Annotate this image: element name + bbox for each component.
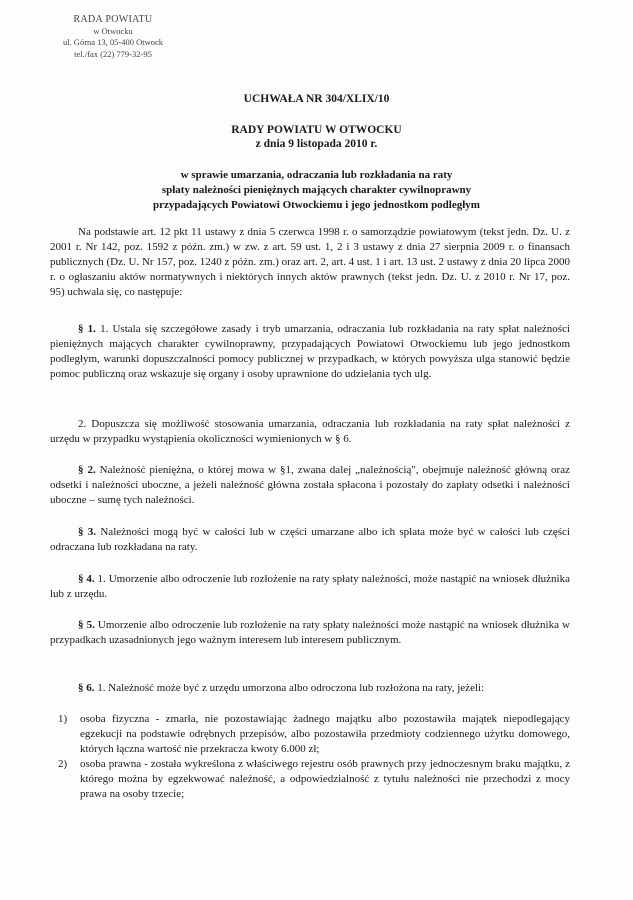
section-1-par-2: 2. Dopuszcza się możliwość stosowania umarzania, odraczania lub rozkładania na raty spłat należności z urzędu w przypadku wystąpienia okoliczności wymienionych w § 6. (50, 418, 570, 445)
section-5-text: Umorzenie albo odroczenie lub rozłożenie na raty spłaty należności może nastąpić na wniosek dłużnika w przypadkach uzasadnionych jego ważnym interesem lub interesem publicznym. (50, 619, 570, 646)
letterhead-address: ul. Górna 13, 05-400 Otwock (62, 37, 164, 47)
section-6-label: § 6. (78, 682, 95, 694)
subject-line-2: spłaty należności pieniężnych mających charakter cywilnoprawny (161, 184, 472, 196)
list-item (58, 712, 570, 757)
list-item-number: 2) (58, 758, 68, 770)
resolution-date: z dnia 9 listopada 2010 r. (255, 138, 378, 150)
letterhead-name: RADA POWIATU (73, 14, 153, 25)
section-5-label: § 5. (78, 619, 95, 631)
subject-line-1: w sprawie umarzania, odraczania lub rozkładania na raty (180, 169, 453, 181)
subject-line-3: przypadających Powiatowi Otwockiemu i jego jednostkom podległym (153, 199, 480, 211)
section-3-label: § 3. (78, 526, 97, 538)
resolution-number: UCHWAŁA NR 304/XLIX/10 (243, 93, 390, 105)
section-4-label: § 4. (78, 573, 95, 585)
section-2-text: Należność pieniężna, o której mowa w §1, zwana dalej „należnością", obejmuje należność główną oraz odsetki i należności uboczne, a jeżeli należność główna została spłacona i pozostały do zapłaty odsetki i należności uboczne – sumę tych należności. (50, 464, 570, 506)
section-1-text: 1. Ustala się szczegółowe zasady i tryb umarzania, odraczania lub rozkładania na raty spłat należności pieniężnych mających charakter cywilnoprawny, przypadających Powiatowi Otwockiemu lub jego jednostkom podległym, warunki dopuszczalności pomocy publicznej w przypadkach, w których powyższa ulga stanowić będzie pomoc publiczną oraz wskazuje się organy i osoby uprawnione do udzielania tych ulg. (50, 323, 571, 380)
section-5 (50, 618, 570, 648)
section-1-par-2-block (50, 417, 570, 447)
section-2-label: § 2. (78, 464, 96, 476)
council-name: RADY POWIATU W OTWOCKU (231, 124, 402, 136)
section-1-label: § 1. (78, 323, 96, 335)
section-1-par-1 (50, 322, 570, 382)
section-4-text: 1. Umorzenie albo odroczenie lub rozłożenie na raty spłaty należności, może nastąpić na wniosek dłużnika lub z urzędu. (50, 573, 570, 600)
section-6-list (58, 712, 570, 802)
section-2-par (50, 463, 570, 508)
list-item-text: osoba prawna - została wykreślona z właściwego rejestru osób prawnych przy jednoczesnym braku majątku, z którego można by egzekwować należność, a odpowiedzialność z tytułu należności nie przechodzi z mocy prawa na osoby trzecie; (80, 758, 570, 800)
section-4 (50, 572, 570, 602)
section-5-par (50, 618, 570, 648)
resolution-subject (0, 168, 633, 213)
section-3-text: Należności mogą być w całości lub w części umarzane albo ich spłata może być w całości lub części odraczana lub rozkładana na raty. (50, 526, 570, 553)
section-6 (50, 681, 570, 696)
section-4-par (50, 572, 570, 602)
section-3 (50, 525, 570, 555)
letterhead-city: w Otwocku (93, 25, 133, 36)
section-6-par (50, 681, 570, 696)
preamble (50, 225, 570, 300)
section-2 (50, 463, 570, 508)
section-3-par (50, 525, 570, 555)
council-header (0, 123, 633, 151)
letterhead-phone: tel./fax (22) 779-32-95 (74, 48, 152, 59)
list-item-text: osoba fizyczna - zmarła, nie pozostawiając żadnego majątku albo pozostawiła majątek niepodlegający egzekucji na podstawie odrębnych przepisów, albo pozostawiła przedmioty codziennego użytku domowego, których łączna wartość nie przekracza kwoty 6.000 zł; (80, 713, 570, 755)
section-6-text: 1. Należność może być z urzędu umorzona albo odroczona lub rozłożona na raty, jeżeli: (94, 682, 485, 694)
section-1 (50, 322, 570, 382)
letterhead-stamp (38, 14, 188, 60)
list-item (58, 757, 570, 802)
preamble-text: Na podstawie art. 12 pkt 11 ustawy z dnia 5 czerwca 1998 r. o samorządzie powiatowym (tekst jedn. Dz. U. z 2001 r. Nr 142, poz. 1592 z późn. zm.) w zw. z art. 59 ust. 1, 2 i 3 ustawy z dnia 27 sierpnia 2009 r. o finansach publicznych (Dz. U. Nr 157, poz. 1240 z późn. zm.) oraz art. 2, art. 4 ust. 1 i art. 13 ust. 2 ustawy z dnia 20 lipca 2000 r. o ogłaszaniu aktów normatywnych i niektórych innych aktów prawnych (tekst jedn. Dz. U. z 2010 r. Nr 17, poz. 95) uchwala się, co następuje: (50, 226, 570, 298)
list-item-number: 1) (58, 713, 68, 725)
